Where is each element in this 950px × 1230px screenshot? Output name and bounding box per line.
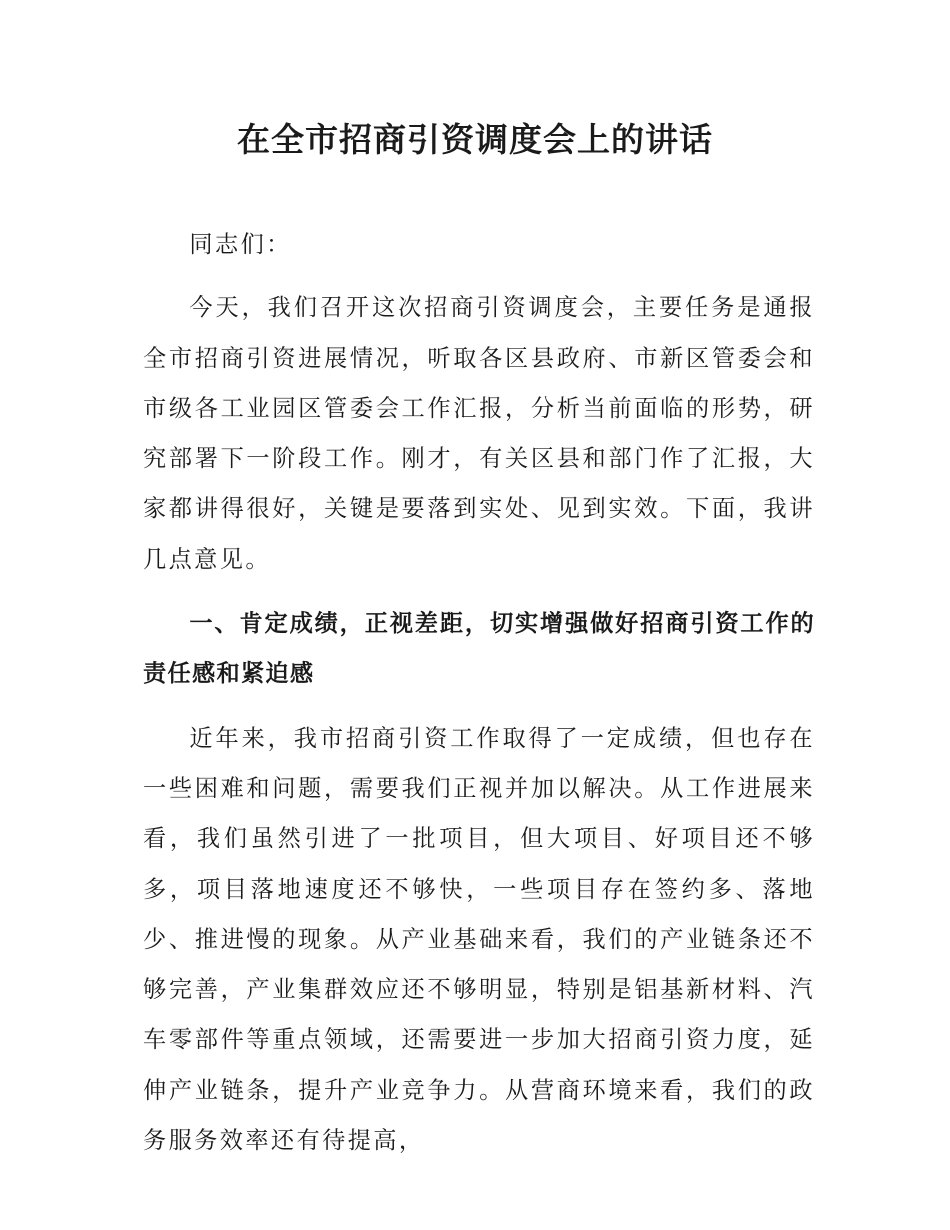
paragraph-section-1: 近年来，我市招商引资工作取得了一定成绩，但也存在一些困难和问题，需要我们正视并加以解决。从工作进展来看，我们虽然引进了一批项目，但大项目、好项目还不够多，项目落地速度还不够快，一些项目存在签约多、落地少、推进慢的现象。从产业基础来看，我们的产业链条还不够完善，产业集群效应还不够明显，特别是铝基新材料、汽车零部件等重点领域，还需要进一步加大招商引资力度，延伸产业链条，提升产业竞争力。从营商环境来看，我们的政务服务效率还有待提高，: [143, 724, 815, 1155]
salutation: 同志们：: [189, 231, 292, 258]
paragraph-intro: 今天，我们召开这次招商引资调度会，主要任务是通报全市招商引资进展情况，听取各区县政府、市新区管委会和市级各工业园区管委会工作汇报，分析当前面临的形势，研究部署下一阶段工作。刚才，有关区县和部门作了汇报，大家都讲得很好，关键是要落到实处、见到实效。下面，我讲几点意见。: [143, 294, 815, 573]
document-body: [143, 220, 815, 1166]
section-heading: 一、肯定成绩，正视差距，切实增强做好招商引资工作的责任感和紧迫感: [143, 610, 815, 688]
document-title: 在全市招商引资调度会上的讲话: [237, 120, 713, 159]
